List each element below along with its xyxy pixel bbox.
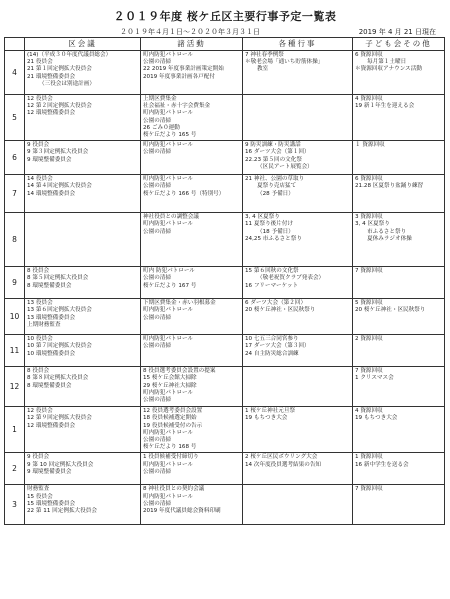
events-line: 24,25 市ふるさと祭り — [245, 235, 302, 242]
month-cell: 1 — [5, 407, 25, 453]
activity-line: 町内防犯パトロール — [143, 52, 194, 58]
month-cell: 12 — [5, 367, 25, 407]
council-cell — [25, 175, 141, 213]
activity-line: 公園の清掃 — [143, 437, 171, 444]
kids-cell — [353, 453, 445, 485]
activity-cell — [141, 141, 243, 175]
table-row — [5, 453, 445, 485]
activity-cell — [141, 175, 243, 213]
events-cell — [243, 367, 353, 407]
activity-line: 2019 年度代議員総会資料印刷 — [143, 508, 221, 515]
month-cell: 9 — [5, 267, 25, 299]
activity-line: 公園の清掃 — [143, 228, 171, 235]
activity-line: 公園の清掃 — [143, 500, 171, 507]
kids-line: 4 資源回収 — [355, 408, 383, 415]
council-line: 21 第１回定例拡大役員会 — [27, 66, 92, 73]
kids-line: 20 桜ケ丘神社・区民秋祭り — [355, 307, 426, 314]
kids-line: 1 資源回収 — [355, 454, 383, 461]
events-line: 15 第６回秋の文化祭 — [245, 268, 299, 275]
activity-line: 町内防犯パトロール — [143, 429, 194, 436]
kids-cell — [353, 213, 445, 267]
events-line: （区民アート展覧会） — [257, 163, 313, 170]
council-line: 財務監査 — [27, 486, 50, 493]
kids-line: 6 資源回収 — [355, 52, 383, 58]
header-events: 各種行事 — [243, 38, 353, 51]
council-cell — [25, 335, 141, 367]
kids-line: １ 資源回収 — [355, 142, 385, 149]
kids-line: 5 資源回収 — [355, 300, 383, 307]
council-line: 12 環境整備委員会 — [27, 110, 76, 117]
kids-line: 3 資源回収 — [355, 214, 383, 221]
council-line: 12 役員会 — [27, 408, 53, 415]
events-cell — [243, 485, 353, 525]
activity-cell — [141, 299, 243, 335]
kids-line: 市ふるさと祭り — [367, 228, 407, 235]
council-line: 8 役員会 — [27, 268, 50, 275]
schedule-table — [4, 37, 445, 525]
kids-cell — [353, 335, 445, 367]
council-cell — [25, 213, 141, 267]
council-line: 9 第３回定例拡大役員会 — [27, 149, 89, 156]
month-cell: 3 — [5, 485, 25, 525]
events-line: 9 防災訓練・防災講話 — [245, 142, 301, 149]
table-row — [5, 51, 445, 95]
council-line: 9 第 10 回定例拡大役員会 — [27, 461, 94, 468]
activity-line: 公園の清掃 — [143, 275, 171, 282]
activity-line: 公園の清掃 — [143, 149, 171, 156]
month-cell: 10 — [5, 299, 25, 335]
events-line: 21 神社、公園の草取り — [245, 176, 305, 183]
activity-line: 8 役員選考委員会設置の提案 — [143, 368, 216, 375]
activity-line: 町内 防犯パトロール — [143, 268, 195, 275]
council-cell — [25, 367, 141, 407]
council-line: 12 環境整備委員会 — [27, 422, 76, 429]
kids-line: 6 資源回収 — [355, 176, 383, 183]
council-line: 9 役員会 — [27, 454, 50, 461]
activity-cell — [141, 95, 243, 141]
council-line: 9 役員会 — [27, 142, 50, 149]
schedule-rows — [5, 51, 445, 525]
council-line: 21 役員会 — [27, 59, 53, 66]
kids-cell — [353, 485, 445, 525]
table-row — [5, 175, 445, 213]
kids-cell — [353, 299, 445, 335]
events-line: 10 七五三合同宮参り — [245, 336, 299, 343]
activity-line: 下期区費集金・赤い羽根募金 — [143, 300, 216, 307]
month-cell: 4 — [5, 51, 25, 95]
council-line: 12 第２回定例拡大役員会 — [27, 103, 92, 110]
kids-line: 19 もちつき大会 — [355, 415, 398, 422]
council-line: 上期財務監査 — [27, 321, 61, 328]
events-line: 1 桜ケ丘神社元旦祭 — [245, 408, 296, 415]
fiscal-period: ２０１９年４月１日～２０２０年３月３１日 — [120, 28, 260, 36]
month-cell: 11 — [5, 335, 25, 367]
council-cell — [25, 407, 141, 453]
events-cell — [243, 141, 353, 175]
council-cell — [25, 299, 141, 335]
council-line: 21 環境整備委員会 — [27, 73, 76, 80]
council-line: 9 環境整備委員会 — [27, 156, 72, 163]
events-line: 6 ダーツ大会（第２回） — [245, 300, 307, 307]
activity-line: 町内防犯パトロール — [143, 389, 194, 396]
activity-line: 公園の清掃 — [143, 59, 171, 66]
activity-cell — [141, 335, 243, 367]
council-line: 15 環境整備委員会 — [27, 500, 76, 507]
council-cell — [25, 51, 141, 95]
activity-line: 8 神社役員との契約会議 — [143, 486, 205, 493]
activity-line: 15 桜ケ丘会館大掃除 — [143, 375, 197, 382]
table-row — [5, 335, 445, 367]
events-line: 夏祭り売店猛て — [257, 183, 297, 190]
page-title: ２０１９年度 桜ケ丘区主要行事予定一覧表 — [113, 10, 337, 23]
council-cell — [25, 485, 141, 525]
council-cell — [25, 267, 141, 299]
kids-cell — [353, 175, 445, 213]
kids-line: 2 資源回収 — [355, 336, 383, 343]
activity-line: 26 ごみ０運動 — [143, 124, 180, 131]
kids-cell — [353, 367, 445, 407]
kids-line: ＊資源回収アナウンス活動 — [355, 66, 422, 73]
activity-line: 町内防犯パトロール — [143, 176, 194, 183]
council-line: 8 役員会 — [27, 368, 50, 375]
month-cell: 6 — [5, 141, 25, 175]
events-line: 20 桜ケ丘神社・区民秋祭り — [245, 307, 316, 314]
events-cell — [243, 453, 353, 485]
kids-line: 夏休みラジオ体操 — [367, 235, 412, 242]
council-line: 9 環境整備委員会 — [27, 468, 72, 475]
kids-line: 21.28 区夏祭り盆踊り練習 — [355, 183, 424, 190]
kids-line: 16 新中学生を送る会 — [355, 461, 409, 468]
council-line: 10 役員会 — [27, 336, 53, 343]
kids-line: 19 新１年生を迎える会 — [355, 103, 415, 110]
activity-cell — [141, 367, 243, 407]
activity-line: 町内防犯パトロール — [143, 142, 194, 149]
events-line: 16 ダーツ大会（第１回） — [245, 149, 310, 156]
events-cell — [243, 95, 353, 141]
header-kids: 子ども会その他 — [353, 38, 445, 51]
events-cell — [243, 213, 353, 267]
council-line: 8 第８回定例拡大役員会 — [27, 375, 89, 382]
activity-line: 公園の清掃 — [143, 468, 171, 475]
table-row — [5, 95, 445, 141]
month-cell: 5 — [5, 95, 25, 141]
activity-line: 12 役員選考委員会設置 — [143, 408, 203, 415]
events-cell — [243, 267, 353, 299]
kids-line: 1 クリスマス会 — [355, 375, 394, 382]
table-row — [5, 367, 445, 407]
events-cell — [243, 51, 353, 95]
activity-cell — [141, 267, 243, 299]
activity-line: 上期区費集金 — [143, 96, 177, 102]
council-line: 10 第７回定例拡大役員会 — [27, 343, 92, 350]
header-month — [5, 38, 25, 51]
activity-line: 桜ケ丘だより 166 号（特別号） — [143, 190, 225, 197]
kids-cell — [353, 95, 445, 141]
activity-cell — [141, 51, 243, 95]
activity-line: 町内防犯パトロール — [143, 307, 194, 314]
header-activity: 諸活動 — [141, 38, 243, 51]
events-line: 16 フリーマーケット — [245, 282, 299, 289]
month-cell: 2 — [5, 453, 25, 485]
as-of-date: 2019 年 4 月 21 日現在 — [358, 28, 436, 36]
events-cell — [243, 335, 353, 367]
kids-line: 3, 4 区夏祭り — [355, 221, 390, 228]
activity-line: 公園の清掃 — [143, 343, 171, 350]
activity-line: 公園の清掃 — [143, 397, 171, 404]
table-row — [5, 267, 445, 299]
events-line: 11 夏祭り後片付け — [245, 221, 294, 228]
month-cell: 7 — [5, 175, 25, 213]
table-row — [5, 213, 445, 267]
council-line: 13 環境整備委員会 — [27, 314, 76, 321]
council-cell — [25, 141, 141, 175]
council-cell — [25, 95, 141, 141]
activity-line: 町内防犯パトロール — [143, 461, 194, 468]
events-line: 3, 4 区夏祭り — [245, 214, 280, 221]
activity-line: 町内防犯パトロール — [143, 493, 194, 500]
kids-line: 7 資源回収 — [355, 486, 383, 493]
council-line: 14 第４回定例拡大役員会 — [27, 183, 92, 190]
council-line: 14 役員会 — [27, 176, 53, 183]
kids-cell — [353, 51, 445, 95]
events-line: 19 もちつき大会 — [245, 415, 288, 422]
council-line: (14)（平成３０年度代議員総会） — [27, 52, 112, 58]
activity-line: 公園の清掃 — [143, 314, 171, 321]
events-line: ＊敬老会場「通いち貯筋体操」 — [245, 59, 324, 66]
council-line: （三役会は別途計画） — [39, 80, 95, 87]
events-line: （18 予備日） — [257, 228, 294, 235]
activity-cell — [141, 453, 243, 485]
activity-line: 公園の清掃 — [143, 183, 171, 190]
activity-line: 19 役員候補受付の告示 — [143, 422, 203, 429]
kids-line: 4 資源回収 — [355, 96, 383, 102]
events-line: （28 予備日） — [257, 190, 294, 197]
table-row — [5, 485, 445, 525]
council-line: 22 第 11 回定例拡大役員会 — [27, 508, 97, 515]
events-line: 14 次年度役員選考結果の告知 — [245, 461, 322, 468]
table-row — [5, 407, 445, 453]
activity-line: 町内防犯パトロール — [143, 336, 194, 343]
activity-line: 桜ケ丘だより 165 号 — [143, 132, 197, 139]
council-line: 8 第５回定例拡大役員会 — [27, 275, 89, 282]
activity-line: 神社役員との調整会議 — [143, 214, 199, 221]
month-cell: 8 — [5, 213, 25, 267]
kids-line: 毎月第１土曜日 — [367, 59, 407, 66]
council-line: 8 環境整備委員会 — [27, 382, 72, 389]
events-line: 教室 — [257, 66, 269, 73]
table-row — [5, 141, 445, 175]
activity-line: 町内防犯パトロール — [143, 110, 194, 117]
council-line: 13 役員会 — [27, 300, 53, 307]
events-line: 24 自主防災総合訓練 — [245, 350, 299, 357]
header-row — [5, 38, 445, 51]
activity-line: 18 役員候補選定開始 — [143, 415, 197, 422]
kids-cell — [353, 141, 445, 175]
activity-line: 29 桜ケ丘神社大掃除 — [143, 382, 197, 389]
activity-cell — [141, 213, 243, 267]
activity-line: 社会福祉・赤十字会費集金 — [143, 103, 211, 110]
events-cell — [243, 407, 353, 453]
activity-line: 1 役員候補受付締切り — [143, 454, 199, 461]
council-line: 12 役員会 — [27, 96, 53, 102]
events-line: （敬老祝賀クラブ発表会） — [257, 275, 325, 282]
council-line: 12 第９回定例拡大役員会 — [27, 415, 92, 422]
council-line: 8 環境整備委員会 — [27, 282, 72, 289]
events-line: 7 神社春季例祭 — [245, 52, 284, 58]
kids-line: 7 資源回収 — [355, 368, 383, 375]
activity-line: 桜ケ丘だより 168 号 — [143, 444, 197, 451]
activity-line: 公園の清掃 — [143, 117, 171, 124]
events-line: 2 桜ケ丘区民ボウリング大会 — [245, 454, 318, 461]
activity-cell — [141, 485, 243, 525]
header-council: 区会議 — [25, 38, 141, 51]
council-line: 13 第６回定例拡大役員会 — [27, 307, 92, 314]
activity-line: 町内防犯パトロール — [143, 221, 194, 228]
events-line: 17 ダーツ大会（第３回） — [245, 343, 310, 350]
kids-cell — [353, 267, 445, 299]
events-cell — [243, 299, 353, 335]
activity-line: 2019 年度事業計画各戸配付 — [143, 73, 215, 80]
events-cell — [243, 175, 353, 213]
kids-cell — [353, 407, 445, 453]
activity-cell — [141, 407, 243, 453]
activity-line: 桜ケ丘だより 167 号 — [143, 282, 197, 289]
activity-line: 22 2019 年度事業計画策定開始 — [143, 66, 224, 73]
events-line: 22.23 第５回の文化祭 — [245, 156, 302, 163]
council-line: 15 役員会 — [27, 493, 53, 500]
council-line: 14 環境整備委員会 — [27, 190, 76, 197]
council-cell — [25, 453, 141, 485]
kids-line: 7 資源回収 — [355, 268, 383, 275]
council-line: 10 環境整備委員会 — [27, 350, 76, 357]
table-row — [5, 299, 445, 335]
